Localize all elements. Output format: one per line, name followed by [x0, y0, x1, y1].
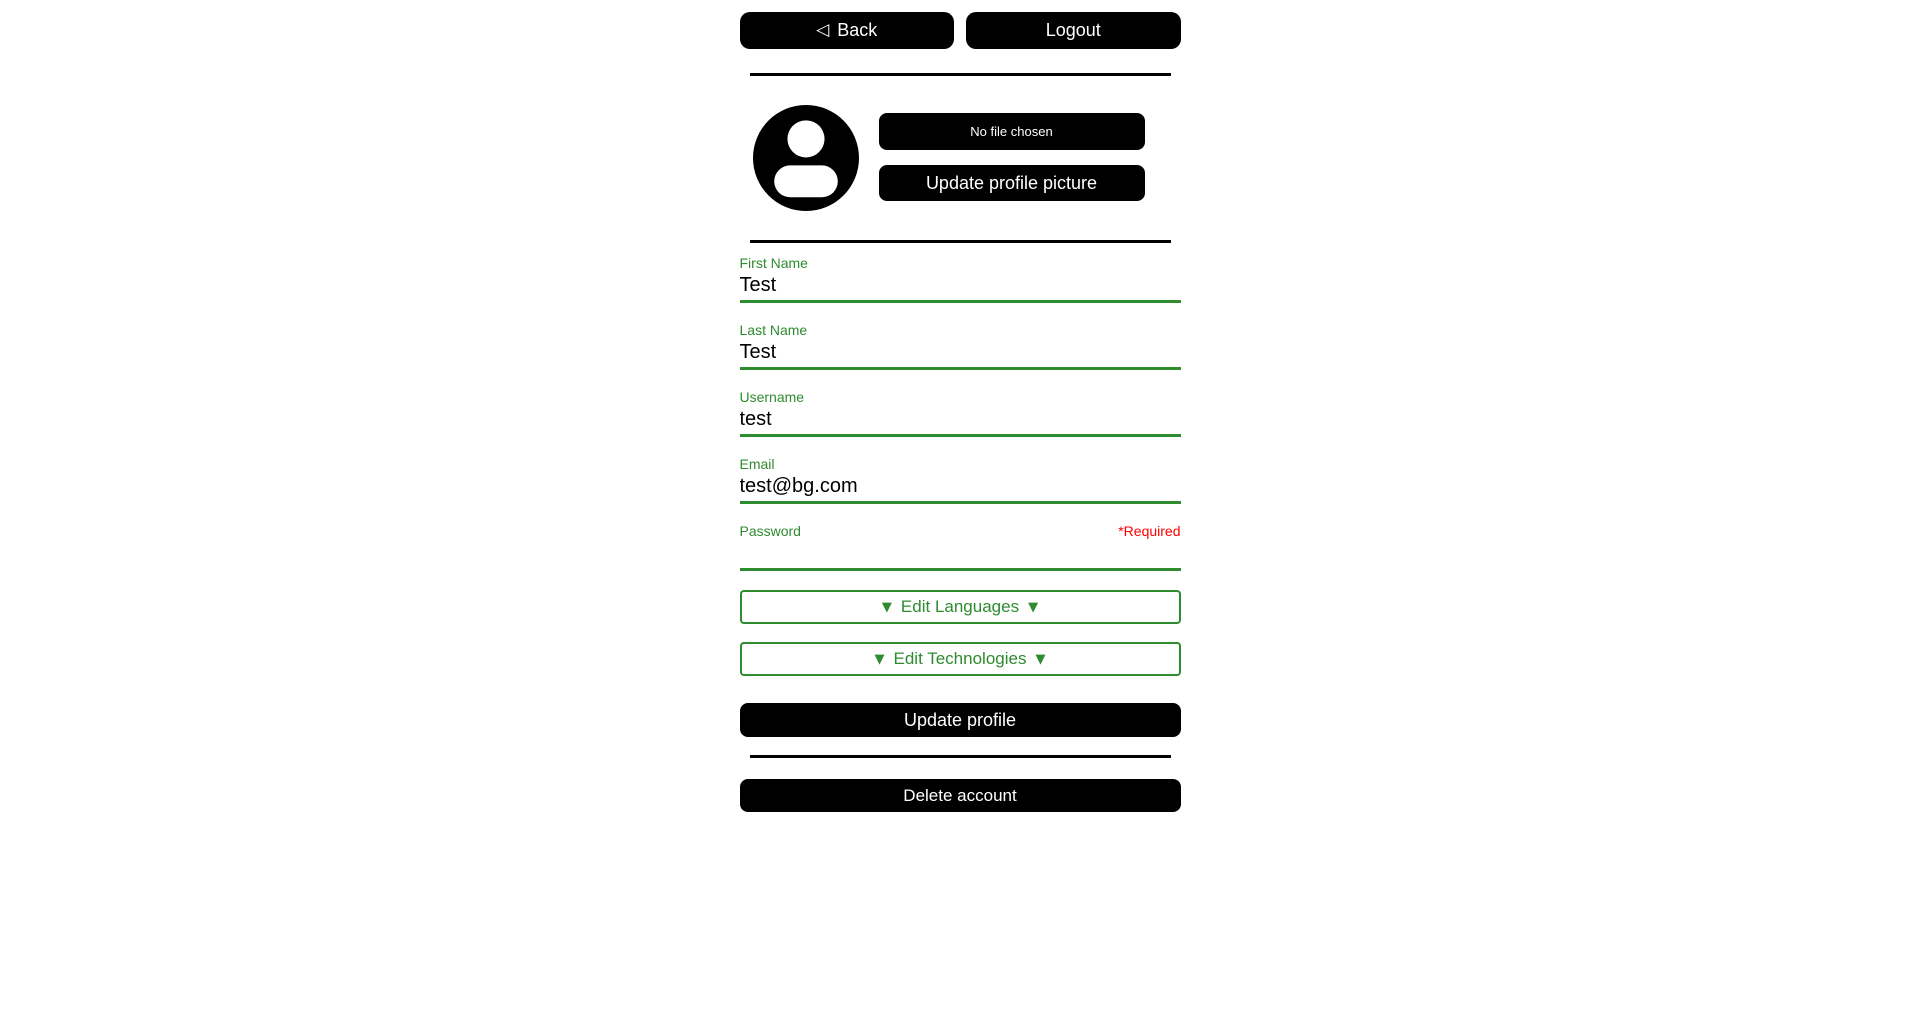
email-input[interactable] [740, 473, 1181, 504]
update-profile-button[interactable] [740, 703, 1181, 737]
delete-account-button[interactable] [740, 779, 1181, 812]
chevron-down-icon: ▼ [874, 651, 885, 667]
separator-top [750, 73, 1171, 76]
logout-button-label: Logout [1045, 20, 1101, 40]
chevron-down-icon: ▼ [1035, 651, 1046, 667]
edit-technologies-button[interactable] [740, 642, 1181, 676]
password-input[interactable] [740, 540, 1181, 571]
update-profile-picture-button[interactable] [879, 165, 1145, 201]
person-avatar-icon [753, 105, 859, 211]
profile-picture-section [740, 105, 1181, 211]
last-name-label: Last Name [739, 322, 808, 338]
file-status-label: No file chosen [970, 124, 1053, 139]
last-name-input[interactable] [740, 339, 1181, 370]
edit-technologies-label: Edit Technologies [893, 649, 1027, 668]
username-field-group [740, 389, 1181, 437]
first-name-label: First Name [739, 255, 808, 271]
chevron-down-icon: ▼ [1028, 599, 1039, 615]
chevron-down-icon: ▼ [881, 599, 892, 615]
back-button[interactable] [740, 12, 955, 49]
logout-button[interactable] [966, 12, 1181, 49]
top-button-bar [740, 12, 1181, 49]
avatar-actions [879, 113, 1145, 201]
username-input[interactable] [740, 406, 1181, 437]
profile-container [740, 0, 1181, 812]
edit-languages-button[interactable] [740, 590, 1181, 624]
separator-danger [750, 755, 1171, 758]
password-label: Password [739, 523, 801, 539]
delete-account-label: Delete account [903, 785, 1017, 805]
first-name-input[interactable] [740, 272, 1181, 303]
update-profile-label: Update profile [903, 709, 1017, 730]
separator-avatar [750, 240, 1171, 243]
update-profile-picture-label: Update profile picture [925, 172, 1098, 193]
back-button-label: Back [837, 20, 878, 40]
last-name-field-group [740, 322, 1181, 370]
back-arrow-icon: ◁ [816, 20, 830, 40]
password-field-group [740, 523, 1181, 571]
password-required-note: *Required [1118, 523, 1181, 539]
email-field-group [740, 456, 1181, 504]
edit-languages-label: Edit Languages [900, 597, 1020, 616]
file-input-chip[interactable] [879, 113, 1145, 150]
email-label: Email [739, 456, 775, 472]
first-name-field-group [740, 255, 1181, 303]
username-label: Username [739, 389, 805, 405]
